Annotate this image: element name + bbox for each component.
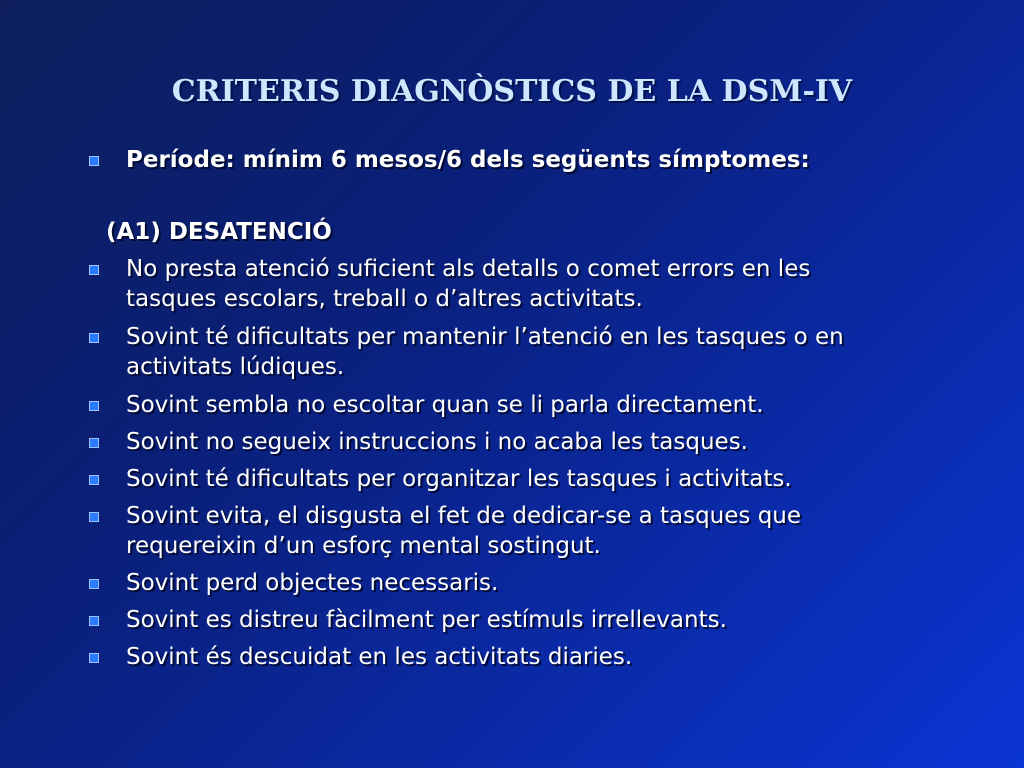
square-bullet-icon <box>89 653 99 663</box>
square-bullet-icon <box>89 579 99 589</box>
list-item-line1: Sovint és descuidat en les activitats diaries. <box>126 644 633 670</box>
square-bullet-icon <box>89 401 99 411</box>
square-bullet-icon <box>89 333 99 343</box>
list-item-line1: No presta atenció suficient als detalls o comet errors en les <box>126 256 811 282</box>
list-item-line1: Sovint es distreu fàcilment per estímuls irrellevants. <box>126 607 727 633</box>
list-item-line1: Sovint perd objectes necessaris. <box>126 570 499 596</box>
list-item-line1: Sovint evita, el disgusta el fet de dedicar-se a tasques que <box>126 503 802 529</box>
square-bullet-icon <box>89 512 99 522</box>
square-bullet-icon <box>89 156 99 166</box>
list-item-line2: tasques escolars, treball o d’altres activitats. <box>126 286 643 312</box>
square-bullet-icon <box>89 475 99 485</box>
list-item-line1: Sovint té dificultats per organitzar les tasques i activitats. <box>126 466 792 492</box>
list-item-line2: activitats lúdiques. <box>126 354 345 380</box>
square-bullet-icon <box>89 616 99 626</box>
intro-text: Període: mínim 6 mesos/6 dels següents símptomes: <box>126 147 810 173</box>
section-heading: (A1) DESATENCIÓ <box>106 219 332 245</box>
square-bullet-icon <box>89 438 99 448</box>
slide-title: CRITERIS DIAGNÒSTICS DE LA DSM-IV <box>171 74 853 109</box>
list-item-line2: requereixin d’un esforç mental sostingut. <box>126 533 601 559</box>
list-item-line1: Sovint no segueix instruccions i no acaba les tasques. <box>126 429 748 455</box>
list-item-line1: Sovint té dificultats per mantenir l’atenció en les tasques o en <box>126 324 844 350</box>
square-bullet-icon <box>89 265 99 275</box>
list-item-line1: Sovint sembla no escoltar quan se li parla directament. <box>126 392 764 418</box>
